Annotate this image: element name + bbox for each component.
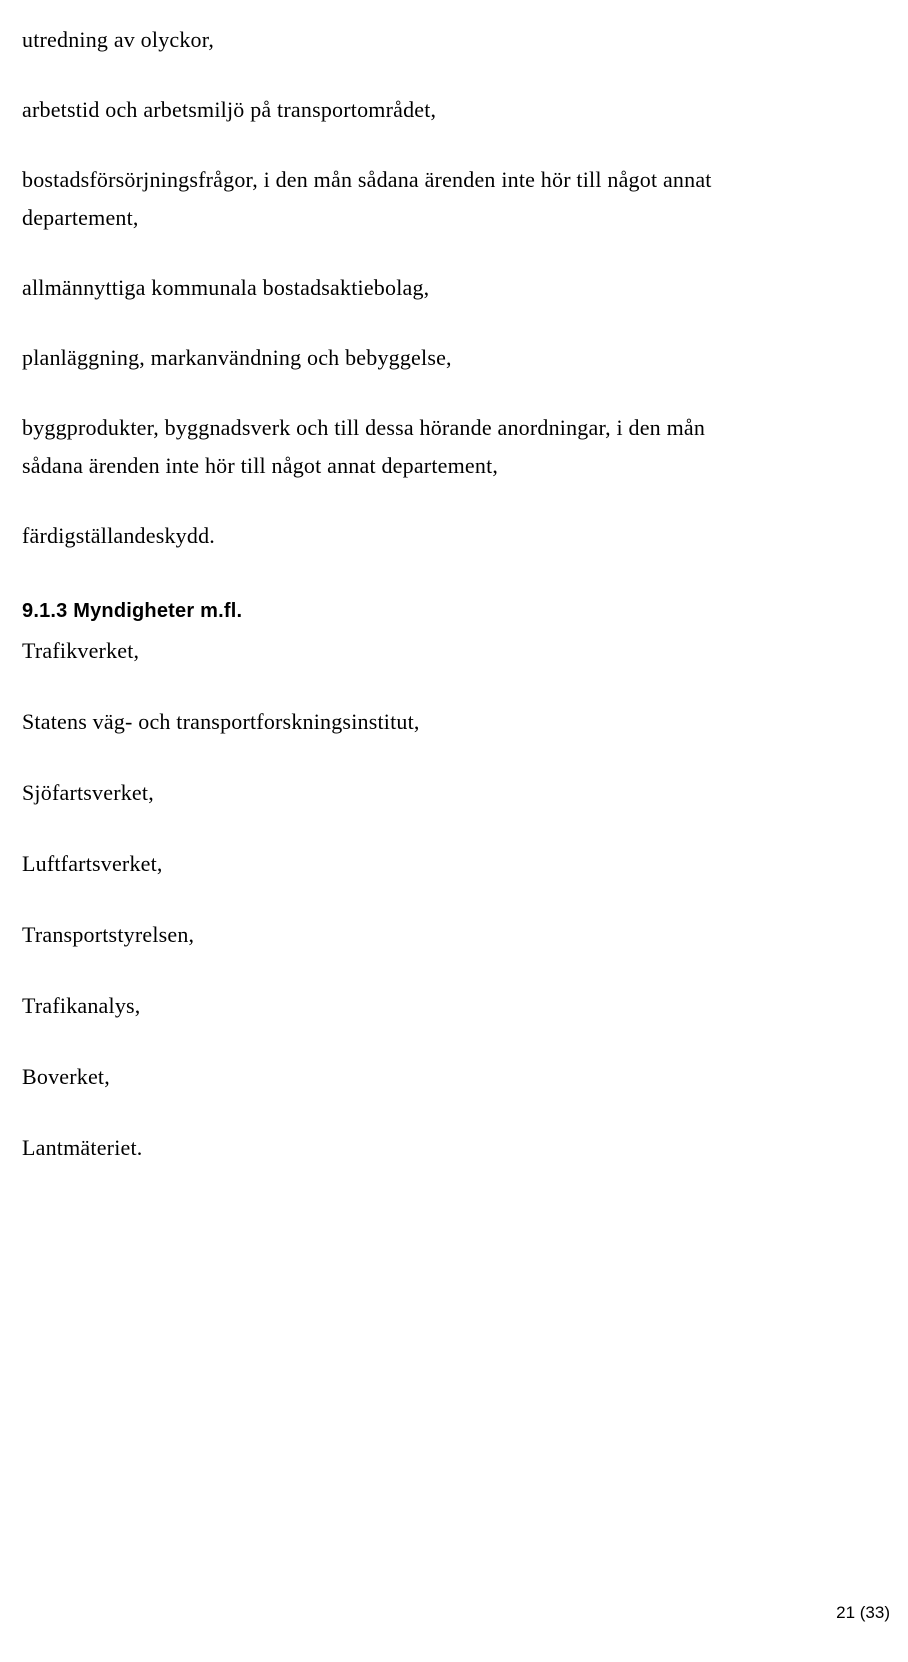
- paragraph-line: bostadsförsörjningsfrågor, i den mån sådana ärenden inte hör till något annat: [22, 167, 712, 192]
- paragraph-line: planläggning, markanvändning och bebyggelse,: [22, 345, 452, 370]
- paragraph-line: arbetstid och arbetsmiljö på transportområdet,: [22, 97, 437, 122]
- paragraph: [22, 409, 844, 485]
- paragraph-line: färdigställandeskydd.: [22, 523, 215, 548]
- paragraph: [22, 269, 844, 307]
- list-item: Luftfartsverket,: [22, 851, 163, 876]
- body-text: [22, 21, 844, 1200]
- list-item: Boverket,: [22, 1064, 110, 1089]
- paragraph-line: utredning av olyckor,: [22, 27, 215, 52]
- paragraph-line: sådana ärenden inte hör till något annat departement,: [22, 453, 499, 478]
- paragraph: [22, 21, 844, 59]
- list-item: Transportstyrelsen,: [22, 922, 195, 947]
- paragraph-line: allmännyttiga kommunala bostadsaktiebolag,: [22, 275, 430, 300]
- page-number: 21 (33): [836, 1603, 890, 1622]
- page-footer: [836, 1601, 890, 1625]
- list-item: Sjöfartsverket,: [22, 780, 154, 805]
- paragraph-line: departement,: [22, 205, 139, 230]
- list-item: Statens väg- och transportforskningsinstitut,: [22, 709, 420, 734]
- section-heading: 9.1.3 Myndigheter m.fl.: [22, 600, 243, 622]
- list-item: Lantmäteriet.: [22, 1135, 143, 1160]
- agency-list: [22, 632, 844, 1167]
- paragraph: [22, 161, 844, 237]
- paragraph-line: byggprodukter, byggnadsverk och till dessa hörande anordningar, i den mån: [22, 415, 706, 440]
- list-item: Trafikverket,: [22, 638, 140, 663]
- paragraph: [22, 517, 844, 555]
- list-item: Trafikanalys,: [22, 993, 141, 1018]
- paragraph: [22, 91, 844, 129]
- paragraph: [22, 339, 844, 377]
